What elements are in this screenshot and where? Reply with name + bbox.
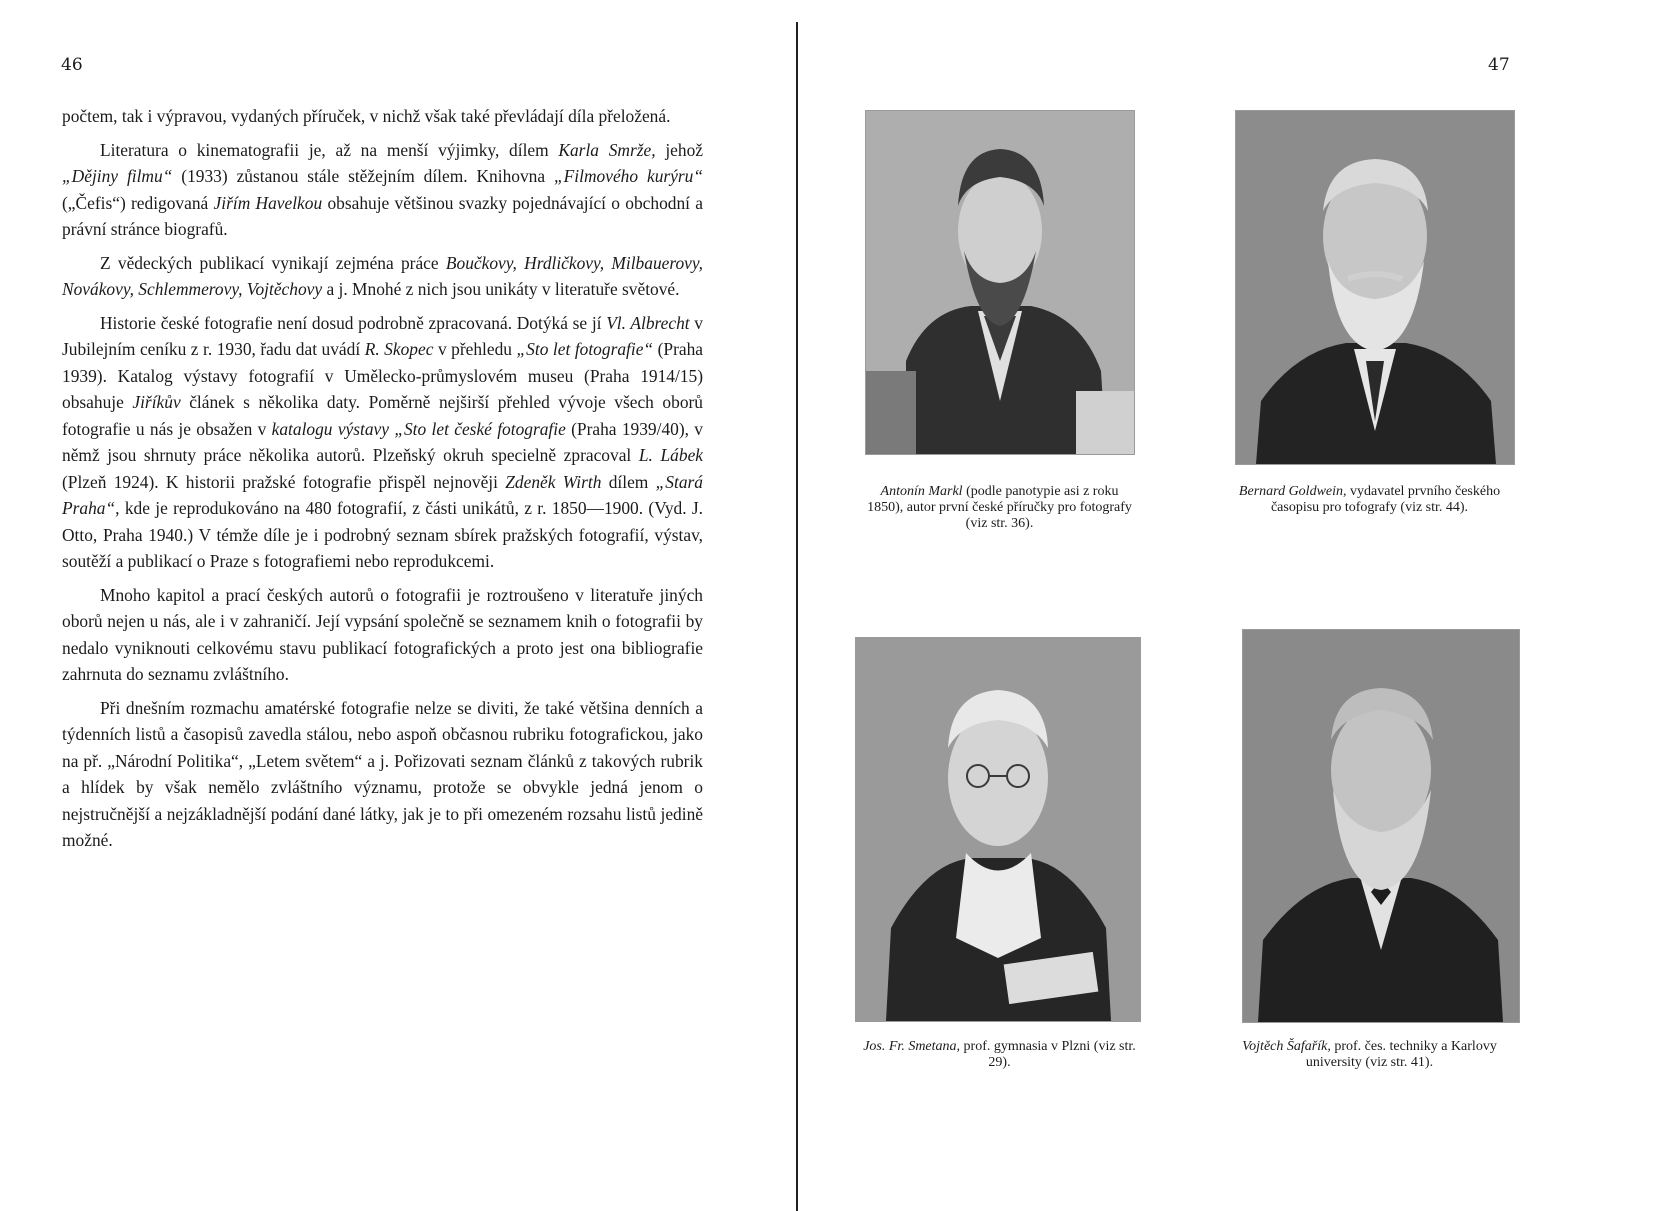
portrait-caption-smetana: Jos. Fr. Smetana, prof. gymnasia v Plzni (viz str. 29). (863, 1039, 1136, 1070)
italic-run: Jos. Fr. Smetana, (863, 1039, 961, 1054)
portrait-caption-markl: Antonín Markl (podle panotypie asi z roku 1850), autor první české příručky pro fotografy (viz str. 36). (867, 484, 1132, 531)
portrait-caption-goldwein: Bernard Goldwein, vydavatel prvního českého časopisu pro tofografy (viz str. 44). (1238, 484, 1501, 515)
italic-run: Vojtěch Šafařík, (1242, 1039, 1331, 1054)
italic-run: Jiřím Havelkou (213, 192, 323, 213)
italic-run: Karla Smrže, (558, 139, 656, 160)
italic-run: L. Lábek (638, 445, 704, 465)
paragraph: Při dnešním rozmachu amatérské fotografie nelze se diviti, že také většina denních a týdenních listů a časopisů zavedla stálou, nebo aspoň občasnou rubriku fotografickou, jako na př. „Národní Politika“, „Letem světem“ a j. Pořizovati seznam článků z takových rubrik a hlídek by však nemělo zvláštního významu, protože se obvykle jedná jenom o nejstručnější a nejzákladnější podání dané látky, jak je to při omezeném rozsahu listů jedině možné. (62, 697, 703, 850)
italic-run: Vl. Albrecht (606, 312, 690, 333)
paragraph: Mnoho kapitol a prací českých autorů o fotografii je roztroušeno v literatuře jiných oborů nejen u nás, ale i v zahraničí. Její vypsání společně se seznamem knih o fotografii by nedalo vyniknouti celkovému stavu publikací fotografických a proto jest ona bibliografie zahrnuta do seznamu zvláštního. (62, 584, 703, 684)
portrait-photo-smetana (855, 637, 1141, 1022)
italic-run: R. Skopec (364, 339, 434, 359)
portrait-caption-safarik: Vojtěch Šafařík, prof. čes. techniky a Karlovy university (viz str. 41). (1242, 1039, 1497, 1070)
italic-run: „Sto let fotografie“ (516, 339, 654, 359)
page-gutter (796, 22, 798, 1211)
paragraph: počtem, tak i výpravou, vydaných příruček, v nichž však také převládají díla přeložená. (62, 106, 671, 126)
italic-run: Antonín Markl (880, 484, 963, 499)
body-text (62, 103, 703, 861)
portrait-photo-goldwein (1235, 110, 1515, 465)
page-number-left: 46 (61, 55, 83, 75)
italic-run: Boučkovy, Hrdličkovy, Milbauerovy, Novákovy, Schlemmerovy, Vojtěchovy (62, 252, 704, 299)
italic-run: „Dějiny filmu“ (62, 166, 173, 186)
page-number-right: 47 (1488, 55, 1510, 75)
italic-run: Bernard Goldwein, (1238, 484, 1347, 499)
paragraph: Literatura o kinematografii je, až na menší výjimky, dílem Karla Smrže, jehož „Dějiny filmu“ (1933) zůstanou stále stěžejním dílem. Knihovna „Filmového kurýru“ („Čefis“) redigovaná Jiřím Havelkou obsahuje většinou svazky pojednávající o obchodní a právní stránce biografů. (62, 139, 704, 239)
portrait-photo-markl (865, 110, 1135, 455)
portrait-photo-safarik (1242, 629, 1520, 1023)
italic-run: „Filmového kurýru“ (554, 166, 704, 186)
italic-run: „Stará Praha“, (62, 471, 703, 518)
paragraph: Z vědeckých publikací vynikají zejména práce Boučkovy, Hrdličkovy, Milbauerovy, Novákovy, Schlemmerovy, Vojtěchovy a j. Mnohé z nich jsou unikáty v literatuře světové. (62, 252, 704, 299)
italic-run: Jiříkův (132, 392, 181, 412)
italic-run: Zdeněk Wirth (505, 471, 602, 492)
paragraph: Historie české fotografie není dosud podrobně zpracovaná. Dotýká se jí Vl. Albrecht v Jubilejním ceníku z r. 1930, řadu dat uvádí R. Skopec v přehledu „Sto let fotografie“ (Praha 1939). Katalog výstavy fotografií v Umělecko-průmyslovém museu (Praha 1914/15) obsahuje Jiříkův článek s několika daty. Poměrně nejširší přehled vývoje všech oborů fotografie u nás je obsažen v katalogu výstavy „Sto let české fotografie (Praha 1939/40), v němž jsou shrnuty práce několika autorů. Plzeňský okruh specielně zpracoval L. Lábek (Plzeň 1924). K historii pražské fotografie přispěl nejnověji Zdeněk Wirth dílem „Stará Praha“, kde je reprodukováno na 480 fotografií, z části unikátů, z r. 1850—1900. (Vyd. J. Otto, Praha 1940.) V témže díle je i podrobný seznam sbírek pražských fotografií, výstav, soutěží a publikací o Praze s fotografiemi nebo reprodukcemi. (62, 312, 704, 571)
italic-run: katalogu výstavy „Sto let české fotografie (271, 418, 566, 439)
